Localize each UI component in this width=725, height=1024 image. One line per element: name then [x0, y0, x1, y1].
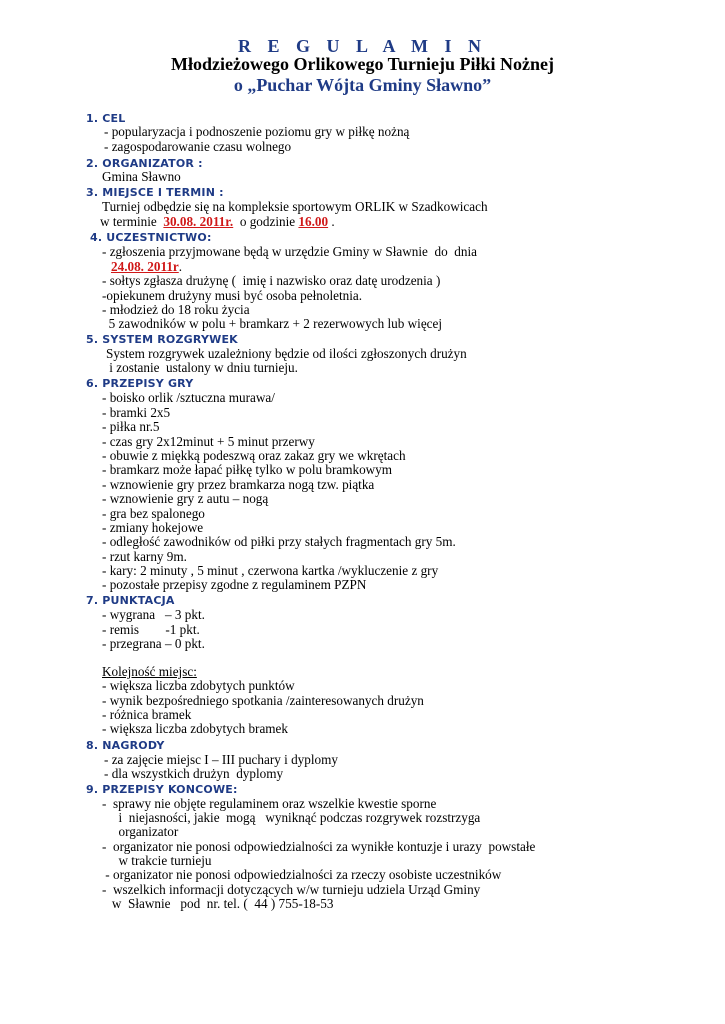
list-item: - zmiany hokejowe	[102, 520, 204, 535]
list-item: i niejasności, jakie mogą wyniknąć podczas rozgrywek rozstrzyga	[102, 810, 481, 825]
list-item: -opiekunem drużyny musi być osoba pełnoletnia.	[102, 288, 363, 303]
list-item: - pozostałe przepisy zgodne z regulaminem PZPN	[102, 577, 367, 592]
system-text: i zostanie ustalony w dniu turnieju.	[106, 360, 298, 375]
section-heading-goal: 1. CEL	[86, 112, 126, 125]
list-item: - wygrana – 3 pkt.	[102, 607, 205, 622]
section-heading-organizer: 2. ORGANIZATOR :	[86, 157, 203, 170]
event-time: 16.00	[298, 214, 329, 229]
section-heading-rules: 6. PRZEPISY GRY	[86, 377, 194, 390]
deadline-date: 24.08. 2011r	[111, 259, 179, 274]
list-item: - czas gry 2x12minut + 5 minut przerwy	[102, 434, 315, 449]
list-item: - sprawy nie objęte regulaminem oraz wszelkie kwestie sporne	[102, 796, 437, 811]
list-item: 5 zawodników w polu + bramkarz + 2 rezerwowych lub więcej	[102, 316, 443, 331]
list-item: - zgłoszenia przyjmowane będą w urzędzie Gminy w Sławnie do dnia	[102, 244, 477, 259]
list-item: - dla wszystkich drużyn dyplomy	[104, 766, 284, 781]
cup-name: o „Puchar Wójta Gminy Sławno”	[233, 75, 492, 95]
deadline-line	[111, 259, 182, 274]
list-item: - organizator nie ponosi odpowiedzialności za wynikłe kontuzje i urazy powstałe	[102, 839, 536, 854]
list-item: - popularyzacja i podnoszenie poziomu gry w piłkę nożną	[104, 124, 410, 139]
contact-line: w Sławnie pod nr. tel. ( 44 ) 755-18-53	[102, 896, 334, 911]
section-heading-place-date: 3. MIEJSCE I TERMIN :	[86, 186, 224, 199]
list-item: - większa liczba zdobytych punktów	[102, 678, 295, 693]
deadline-suffix: .	[178, 259, 183, 274]
list-item: - wznowienie gry przez bramkarza nogą tzw. piątka	[102, 477, 375, 492]
list-item: - kary: 2 minuty , 5 minut , czerwona kartka /wykluczenie z gry	[102, 563, 439, 578]
section-heading-system: 5. SYSTEM ROZGRYWEK	[86, 333, 238, 346]
term-prefix: w terminie	[100, 214, 164, 229]
list-item: - sołtys zgłasza drużynę ( imię i nazwisko oraz datę urodzenia )	[102, 273, 441, 288]
list-item: - za zajęcie miejsc I – III puchary i dyplomy	[104, 752, 338, 767]
list-item: - bramkarz może łapać piłkę tylko w polu bramkowym	[102, 462, 393, 477]
section-heading-scoring: 7. PUNKTACJA	[86, 594, 175, 607]
list-item: - przegrana – 0 pkt.	[102, 636, 205, 651]
time-prefix: o godzinie	[233, 214, 299, 229]
list-item: - wznowienie gry z autu – nogą	[102, 491, 269, 506]
document-title: R E G U L A M I N	[237, 36, 488, 56]
list-item: - różnica bramek	[102, 707, 192, 722]
list-item: - bramki 2x5	[102, 405, 171, 420]
tournament-name: Młodzieżowego Orlikowego Turnieju Piłki Nożnej	[171, 54, 554, 74]
section-heading-prizes: 8. NAGRODY	[86, 739, 165, 752]
venue-text: Turniej odbędzie się na kompleksie sportowym ORLIK w Szadkowicach	[102, 199, 488, 214]
list-item: - rzut karny 9m.	[102, 549, 187, 564]
ranking-order-title: Kolejność miejsc:	[102, 664, 197, 679]
list-item: - gra bez spalonego	[102, 506, 205, 521]
term-suffix: .	[328, 214, 335, 229]
list-item: - młodzież do 18 roku życia	[102, 302, 250, 317]
list-item: - wszelkich informacji dotyczących w/w turnieju udziela Urząd Gminy	[102, 882, 481, 897]
list-item: - remis -1 pkt.	[102, 622, 200, 637]
list-item: w trakcie turnieju	[102, 853, 212, 868]
event-date: 30.08. 2011r.	[163, 214, 234, 229]
section-heading-final-provisions: 9. PRZEPISY KONCOWE:	[86, 783, 238, 796]
section-heading-participation: 4. UCZESTNICTWO:	[90, 231, 212, 244]
list-item: - większa liczba zdobytych bramek	[102, 721, 289, 736]
list-item: - odległość zawodników od piłki przy stałych fragmentach gry 5m.	[102, 534, 456, 549]
list-item: - obuwie z miękką podeszwą oraz zakaz gry we wkrętach	[102, 448, 406, 463]
list-item: - organizator nie ponosi odpowiedzialności za rzeczy osobiste uczestników	[102, 867, 502, 882]
list-item: - piłka nr.5	[102, 419, 160, 434]
term-line	[100, 214, 335, 229]
organizer-name: Gmina Sławno	[102, 169, 181, 184]
list-item: - wynik bezpośredniego spotkania /zainteresowanych drużyn	[102, 693, 424, 708]
system-text: System rozgrywek uzależniony będzie od ilości zgłoszonych drużyn	[106, 346, 467, 361]
list-item: - boisko orlik /sztuczna murawa/	[102, 390, 275, 405]
list-item: - zagospodarowanie czasu wolnego	[104, 139, 292, 154]
list-item: organizator	[102, 824, 179, 839]
